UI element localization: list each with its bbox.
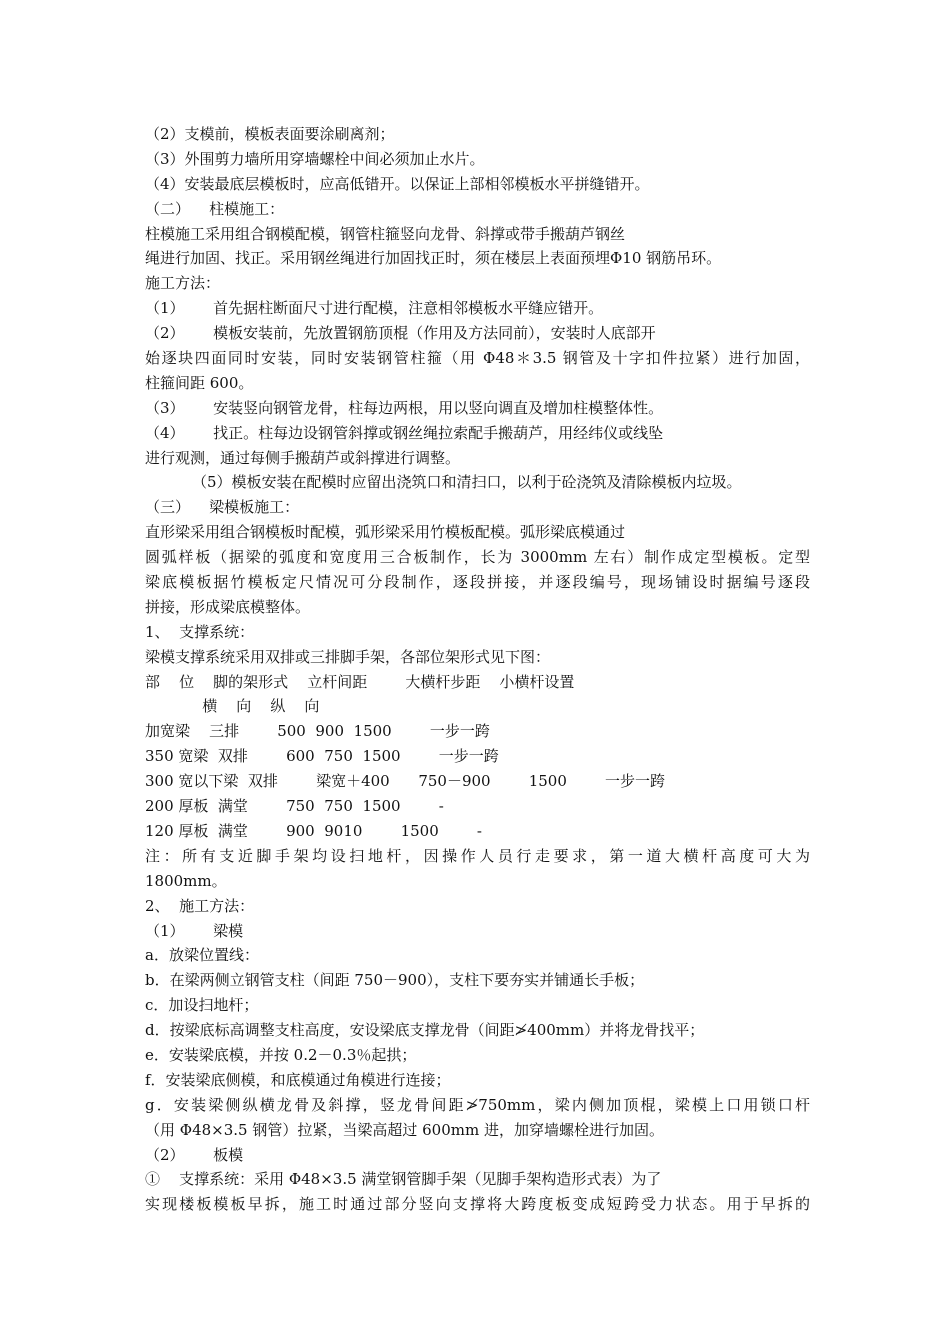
text-line: 圆弧样板（据梁的弧度和宽度用三合板制作，长为 3000mm 左右）制作成定型模板。定型: [145, 548, 810, 567]
text-line: （2）支模前，模板表面要涂刷离剂；: [145, 125, 395, 143]
text-line: （1） 梁模: [145, 921, 244, 940]
text-line: （1） 首先据柱断面尺寸进行配模，注意相邻模板水平缝应错开。: [145, 299, 604, 318]
text-line: 部 位 脚的架形式 立杆间距 大横杆步距 小横杆设置: [145, 672, 575, 691]
text-line: 拼接，形成梁底模整体。: [145, 597, 311, 616]
text-line: （用 Φ48×3.5 钢管）拉紧，当梁高超过 600mm 进，加穿墙螺栓进行加固。: [145, 1120, 664, 1139]
text-line: 200 厚板 满堂 750 750 1500 -: [145, 797, 444, 816]
text-line: e．安装梁底模，并按 0.2－0.3％起拱；: [145, 1045, 417, 1064]
text-line: b．在梁两侧立钢管支柱（间距 750－900），支柱下要夯实并铺通长手板；: [145, 971, 645, 990]
text-line: a．放梁位置线：: [145, 946, 259, 965]
text-line: 进行观测，通过每侧手搬葫芦或斜撑进行调整。: [145, 448, 461, 467]
text-line: 柱箍间距 600。: [145, 373, 254, 392]
text-line: （二） 柱模施工：: [145, 199, 285, 218]
text-line: （5）模板安装在配模时应留出浇筑口和清扫口，以利于砼浇筑及清除模板内垃圾。: [192, 473, 742, 492]
text-line: ① 支撑系统：采用 Φ48×3.5 满堂钢管脚手架（见脚手架构造形式表）为了: [145, 1170, 662, 1189]
document-body: [145, 122, 810, 1217]
text-line: f．安装梁底侧模，和底模通过角模进行连接；: [145, 1070, 451, 1089]
text-line: d．按梁底标高调整支柱高度，安设梁底支撑龙骨（间距≯400mm）并将龙骨找平；: [145, 1021, 705, 1040]
text-line: g．安装梁侧纵横龙骨及斜撑，竖龙骨间距≯750mm，梁内侧加顶棍，梁模上口用锁口杆: [145, 1095, 810, 1114]
text-line: （2） 模板安装前，先放置钢筋顶棍（作用及方法同前），安装时人底部开: [145, 324, 656, 343]
text-line: 施工方法：: [145, 274, 221, 293]
text-line: （4） 找正。柱每边设钢管斜撑或钢丝绳拉索配手搬葫芦，用经纬仪或线坠: [145, 423, 664, 442]
text-line: 始逐块四面同时安装，同时安装钢管柱箍（用 Φ48＊3.5 钢管及十字扣件拉紧）进行加固，: [145, 349, 810, 368]
text-line: （4）安装最底层模板时，应高低错开。以保证上部相邻模板水平拼缝错开。: [145, 174, 650, 193]
text-line: 横 向 纵 向: [145, 697, 320, 716]
text-line: （三） 梁模板施工：: [145, 498, 300, 517]
text-line: 2、 施工方法：: [145, 896, 255, 915]
text-line: （2） 板模: [145, 1145, 244, 1164]
text-line: （3） 安装竖向钢管龙骨，柱每边两根，用以竖向调直及增加柱模整体性。: [145, 398, 664, 417]
text-line: 实现楼板模板早拆，施工时通过部分竖向支撑将大跨度板变成短跨受力状态。用于早拆的: [145, 1195, 810, 1214]
text-line: 注：所有支近脚手架均设扫地杆，因操作人员行走要求，第一道大横杆高度可大为: [145, 846, 810, 865]
text-line: 1、 支撑系统：: [145, 622, 255, 641]
text-line: 梁底模板据竹模板定尺情况可分段制作，逐段拼接，并逐段编号，现场铺设时据编号逐段: [145, 573, 810, 592]
text-line: 120 厚板 满堂 900 9010 1500 -: [145, 821, 482, 840]
text-line: 直形梁采用组合钢模板时配模，弧形梁采用竹模板配模。弧形梁底模通过: [145, 523, 626, 542]
text-line: 350 宽梁 双排 600 750 1500 一步一跨: [145, 747, 499, 766]
text-line: 绳进行加固、找正。采用钢丝绳进行加固找正时，须在楼层上表面预埋Φ10 钢筋吊环。: [145, 249, 722, 268]
text-line: c．加设扫地杆；: [145, 996, 259, 1015]
text-line: 300 宽以下梁 双排 梁宽＋400 750－900 1500 一步一跨: [145, 772, 666, 791]
text-line: （3）外围剪力墙所用穿墙螺栓中间必须加止水片。: [145, 149, 485, 168]
text-line: 1800mm。: [145, 871, 227, 890]
text-line: 加宽梁 三排 500 900 1500 一步一跨: [145, 722, 490, 741]
text-line: 柱模施工采用组合钢模配模，钢管柱箍竖向龙骨、斜撑或带手搬葫芦钢丝: [145, 224, 626, 243]
text-line: 梁模支撑系统采用双排或三排脚手架，各部位架形式见下图：: [145, 647, 551, 666]
